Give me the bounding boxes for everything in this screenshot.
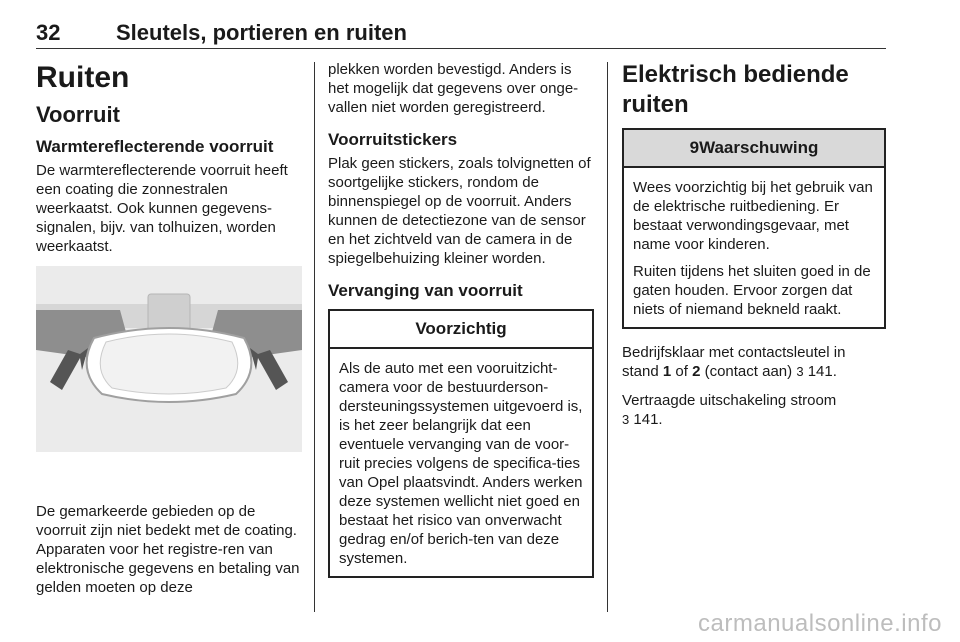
paragraph: Vertraagde uitschakeling stroom 3 141. xyxy=(622,392,837,428)
warning-header xyxy=(624,130,884,168)
column-3 xyxy=(622,60,886,439)
mirror-diagram xyxy=(36,266,302,486)
paragraph: Plak geen stickers, zoals tolvignetten of soortgelijke stickers, rondom de binnenspiegel op de voorruit. Anders kunnen de detectiezone van de sensor en het zichtveld van de camera in de spiegelbehuizing kleiner worden. xyxy=(328,155,591,267)
page-number: 32 xyxy=(36,20,61,45)
paragraph: De gemarkeerde gebieden op de voorruit zijn niet bedekt met de coating. Apparaten voor het registre-ren van elektronische gegevens en betaling van gelden moeten op deze xyxy=(36,503,300,596)
warning-triangle-icon: 9 xyxy=(689,138,700,157)
paragraph: Bedrijfsklaar met contactsleutel in stand 1 of 2 (contact aan) 3 141. xyxy=(622,344,846,380)
warning-box xyxy=(622,128,886,329)
warning-title: Waarschuwing xyxy=(699,138,819,157)
column-2 xyxy=(328,60,594,578)
section-title: Elektrisch bediende ruiten xyxy=(622,61,849,118)
warning-text: Ruiten tijdens het sluiten goed in de gaten houden. Ervoor zorgen dat niets of niemand bekneld raakt. xyxy=(633,263,871,318)
page-header xyxy=(36,14,886,49)
running-title: Sleutels, portieren en ruiten xyxy=(116,20,407,45)
page-reference[interactable]: 141. xyxy=(807,363,837,380)
column-divider xyxy=(607,62,608,612)
warning-text: Wees voorzichtig bij het gebruik van de elektrische ruitbediening. Er bestaat verwondingsgevaar, met name voor kinderen. xyxy=(633,179,873,253)
topic-title: Voorruitstickers xyxy=(328,130,458,149)
caution-text: Als de auto met een vooruitzicht-camera voor de bestuurderson-dersteuningssystemen uitgevoerd is, is het zeer belangrijk dat een eventuele vervanging van de voor-ruit precies volgens de specifica-ties van Opel plaatsvindt. Anders werken deze systemen wellicht niet goed en bestaat het risico van onverwacht gedrag en/of berich-ten van deze systemen. xyxy=(339,360,583,567)
topic-title: Warmtereflecterende voorruit xyxy=(36,137,274,156)
cross-reference-icon: 3 xyxy=(796,364,804,379)
column-divider xyxy=(314,62,315,612)
watermark: carmanualsonline.info xyxy=(698,610,942,637)
caution-title: Voorzichtig xyxy=(330,311,592,349)
caution-box xyxy=(328,309,594,578)
paragraph: plekken worden bevestigd. Anders is het mogelijk dat gegevens over onge-vallen niet worden geregistreerd. xyxy=(328,61,579,116)
page-reference[interactable]: 141. xyxy=(633,411,663,428)
column-1 xyxy=(36,60,302,607)
windshield-mirror-illustration xyxy=(36,266,302,486)
topic-title: Vervanging van voorruit xyxy=(328,281,523,300)
paragraph: De warmtereflecterende voorruit heeft een coating die zonnestralen weerkaatst. Ook kunnen gegevens-signalen, bijv. van tolhuizen, worden weerkaatst. xyxy=(36,162,288,255)
section-title: Ruiten xyxy=(36,61,130,94)
cross-reference-icon: 3 xyxy=(622,412,630,427)
subsection-title: Voorruit xyxy=(36,102,120,127)
